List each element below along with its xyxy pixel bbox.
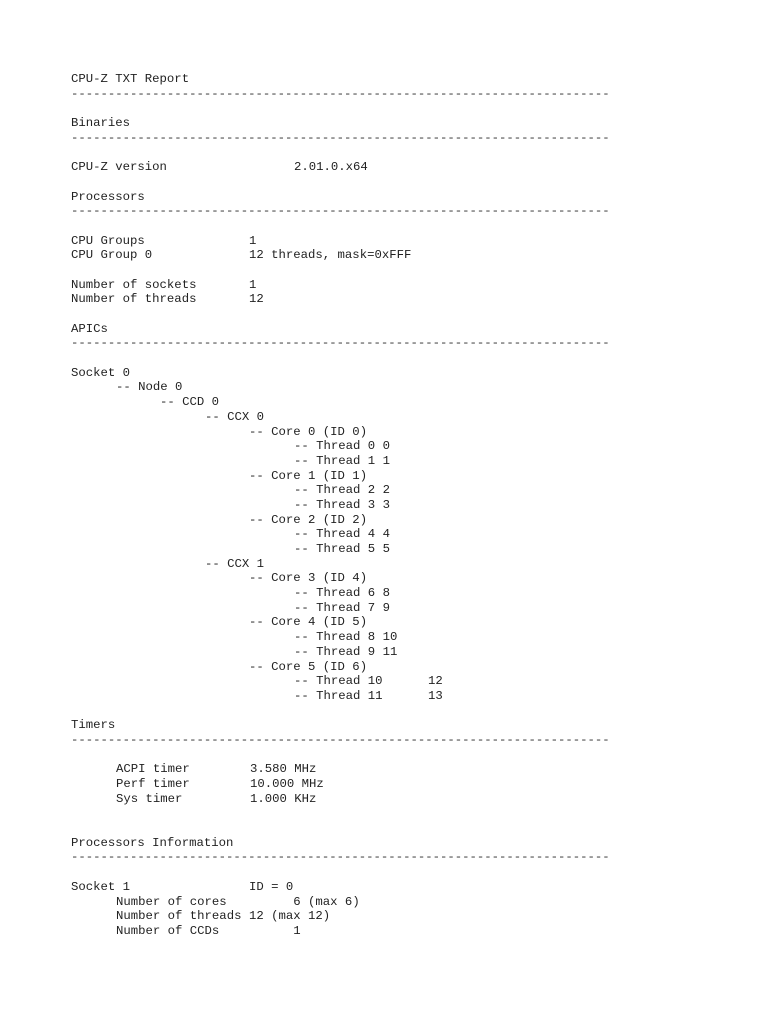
acpi-timer-row: [71, 762, 631, 777]
divider: -------------------------------------------------------------------------: [71, 130, 610, 145]
perf-timer-label: Perf timer: [116, 777, 190, 791]
cpuz-version-value: 2.01.0.x64: [294, 160, 368, 175]
sys-timer-value: 1.000 KHz: [250, 791, 317, 806]
apic-core: -- Core 5 (ID 6): [249, 659, 368, 674]
cores-value: 6 (max 6): [293, 894, 360, 909]
ccds-row: [71, 924, 631, 939]
apic-thread: -- Thread 8 10: [294, 630, 398, 645]
divider: -------------------------------------------------------------------------: [71, 204, 610, 219]
cpu-group0-value: 12 threads, mask=0xFFF: [249, 248, 412, 263]
cpuz-version-label: CPU-Z version: [71, 160, 167, 175]
perf-timer-row: [71, 777, 631, 792]
apic-thread: -- Thread 9 11: [294, 644, 398, 659]
apic-thread: -- Thread 11 13: [294, 688, 443, 703]
apic-thread: -- Thread 3 3: [294, 497, 390, 512]
sys-timer-label: Sys timer: [116, 791, 183, 806]
apic-ccx: -- CCX 0: [205, 409, 265, 424]
apic-thread: -- Thread 2 2: [294, 483, 390, 498]
sockets-value: 1: [249, 277, 257, 292]
apic-core: -- Core 3 (ID 4): [249, 571, 368, 586]
proc-threads-label: Number of threads: [116, 909, 242, 924]
threads-value: 12: [249, 292, 264, 307]
sys-timer-row: [71, 792, 631, 807]
section-heading-processors-information: Processors Information: [71, 835, 234, 850]
cpu-group0-row: [71, 248, 631, 263]
section-heading-processors: Processors: [71, 189, 145, 204]
sockets-row: [71, 278, 631, 293]
section-heading-timers: Timers: [71, 718, 116, 733]
divider: -------------------------------------------------------------------------: [71, 850, 610, 865]
apic-thread: -- Thread 0 0: [294, 439, 390, 454]
cores-row: [71, 895, 631, 910]
apic-node: -- Node 0: [116, 380, 183, 395]
cpu-groups-row: [71, 234, 631, 249]
divider: -------------------------------------------------------------------------: [71, 336, 610, 351]
apic-thread: -- Thread 1 1: [294, 453, 390, 468]
proc-threads-value: 12 (max 12): [249, 909, 331, 924]
acpi-timer-value: 3.580 MHz: [250, 762, 317, 777]
threads-row: [71, 292, 631, 307]
proc-threads-row: [71, 909, 631, 924]
apic-ccd: -- CCD 0: [160, 395, 220, 410]
cores-label: Number of cores: [116, 894, 227, 909]
report-document: [71, 72, 631, 939]
ccds-label: Number of CCDs: [116, 923, 220, 938]
cpu-group0-label: CPU Group 0: [71, 248, 153, 263]
ccds-value: 1: [293, 923, 301, 938]
socket-row: [71, 880, 631, 895]
cpu-groups-value: 1: [249, 233, 257, 248]
apic-thread: -- Thread 7 9: [294, 600, 390, 615]
apic-thread: -- Thread 6 8: [294, 586, 390, 601]
apic-thread: -- Thread 4 4: [294, 527, 390, 542]
apic-core: -- Core 1 (ID 1): [249, 468, 368, 483]
cpu-groups-label: CPU Groups: [71, 233, 145, 248]
report-title: CPU-Z TXT Report: [71, 72, 190, 86]
apic-thread: -- Thread 10 12: [294, 674, 443, 689]
apic-socket: Socket 0: [71, 365, 131, 380]
divider: -------------------------------------------------------------------------: [71, 86, 610, 101]
apic-core: -- Core 0 (ID 0): [249, 424, 368, 439]
apic-core: -- Core 2 (ID 2): [249, 512, 368, 527]
section-heading-binaries: Binaries: [71, 116, 131, 131]
cpuz-version-row: [71, 160, 631, 175]
apic-ccx: -- CCX 1: [205, 556, 265, 571]
threads-label: Number of threads: [71, 292, 197, 307]
divider: -------------------------------------------------------------------------: [71, 732, 610, 747]
apic-thread: -- Thread 5 5: [294, 542, 390, 556]
sockets-label: Number of sockets: [71, 277, 197, 292]
socket-value: ID = 0: [249, 879, 294, 894]
perf-timer-value: 10.000 MHz: [250, 777, 324, 791]
acpi-timer-label: ACPI timer: [116, 762, 190, 777]
apic-core: -- Core 4 (ID 5): [249, 615, 368, 630]
section-heading-apics: APICs: [71, 321, 108, 336]
socket-label: Socket 1: [71, 879, 131, 894]
